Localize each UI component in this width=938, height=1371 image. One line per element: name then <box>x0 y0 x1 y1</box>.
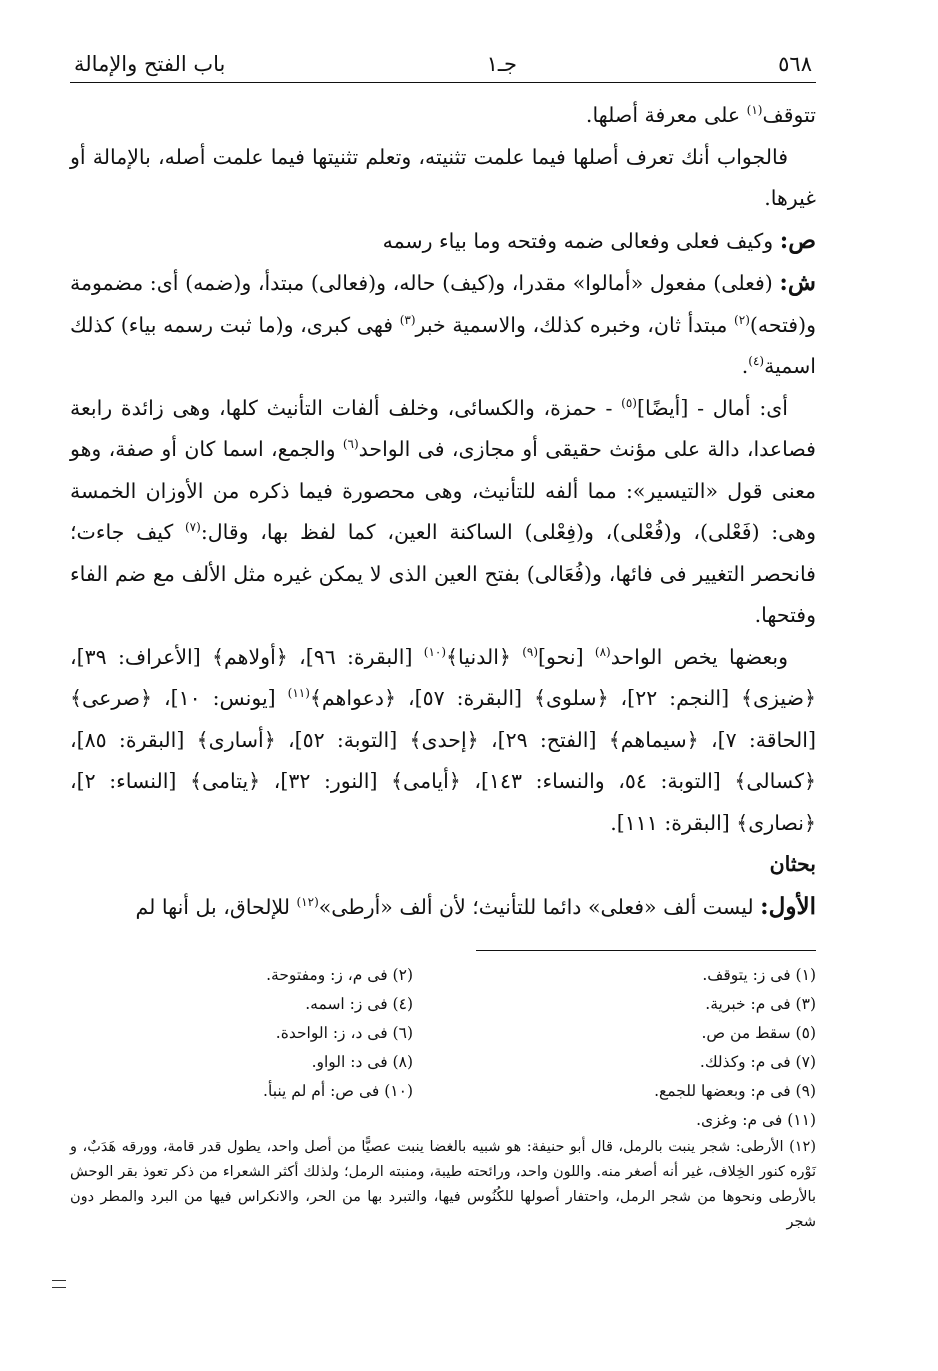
paragraph-6 <box>70 637 816 845</box>
chapter-title: باب الفتح والإمالة <box>74 52 226 76</box>
p4-c: فهى كبرى، و(ما ثبت رسمه بياء) كذلك اسمية <box>70 312 816 378</box>
footnote-ref-5: (٥) <box>621 395 637 410</box>
footnote-11: (١١) فى م: وغزى. <box>696 1111 816 1129</box>
footnote-grid <box>70 961 816 1106</box>
footnote-6: (٦) فى د، ز: الواحدة. <box>275 1024 413 1042</box>
p6-b: [نحو] <box>538 644 595 669</box>
verse-text: وكيف فعلى وفعالى ضمه وفتحه وما بياء رسمه <box>382 228 780 253</box>
p5-d: كيف جاءت؛ فانحصر التغيير فى فائها، و(فُعَالى) بفتح العين الذى لا يمكن غيره مثل الألف مع ضم الفاء وفتحها. <box>70 520 816 627</box>
paragraph-7 <box>70 886 816 929</box>
running-header <box>70 52 816 83</box>
main-text <box>70 95 816 928</box>
footnote-10: (١٠) فى ص: أم لم ينبأ. <box>263 1082 413 1100</box>
footnote-ref-9: (٩) <box>522 644 539 659</box>
footnote-ref-1: (١) <box>746 103 763 118</box>
p6-e: [يونس: ١٠]، ﴿صرعى﴾ [الحاقة: ٧]، ﴿سيماهم﴾ [الفتح: ٢٩]، ﴿إحدى﴾ [التوبة: ٥٢]، ﴿أسارى﴾ [البقرة: ٨٥]، ﴿كسالى﴾ [التوبة: ٥٤، والنساء: ١٤٣]، ﴿أيامى﴾ [النور: ٣٢]، ﴿يتامى﴾ [النساء: ٢]، ﴿نصارى﴾ [البقرة: ١١١]. <box>70 686 816 835</box>
paragraph-2: فالجواب أنك تعرف أصلها فيما علمت تثنيته، وتعلم تثنيتها فيما علمت أصله، بالإمالة أو غيرها. <box>70 144 816 210</box>
p6-a: وبعضها يخص الواحد <box>610 644 788 669</box>
footnote-5: (٥) سقط من ص. <box>701 1024 816 1042</box>
margin-mark <box>52 1280 66 1288</box>
p5-b: - حمزة، والكسائى، وخلف ألفات التأنيث كلها، وهى زائدة رابعة فصاعدا، دالة على مؤنث حقيقى أو مجازى، فى الواحد <box>70 395 816 461</box>
p6-c: ﴿الدنيا﴾ <box>446 644 523 669</box>
footnote-ref-3: (٣) <box>399 312 416 327</box>
footnote-ref-6: (٦) <box>342 437 359 452</box>
page-number: ٥٦٨ <box>778 52 812 76</box>
footnote-2: (٢) فى م، ز: ومفتوحة. <box>266 966 413 984</box>
footnote-1: (١) فى ز: يتوقف. <box>702 966 816 984</box>
footnote-ref-12: (١٢) <box>296 894 319 909</box>
p4-d: . <box>741 354 749 378</box>
p4-b: مبتدأ ثان، وخبره كذلك، والاسمية خبر <box>415 312 735 337</box>
footnote-ref-4: (٤) <box>748 354 765 369</box>
footnote-9: (٩) فى م: وبعضها للجمع. <box>654 1082 816 1100</box>
p5-a: أى: أمال - [أيضًا] <box>636 395 788 420</box>
p6-d: [البقرة: ٩٦]، ﴿أولاهم﴾ [الأعراف: ٣٩]، ﴿ضيزى﴾ [النجم: ٢٢]، ﴿سلوى﴾ [البقرة: ٥٧]، ﴿دعواهم﴾ <box>70 644 817 710</box>
footnote-ref-11: (١١) <box>287 686 310 701</box>
footnote-12: (١٢) الأرطى: شجر ينبت بالرمل، قال أبو حنيفة: هو شبيه بالغضا ينبت عصيًّا من أصل واحد، يطول قدر قامة، وورقه هَدَبٌ، و نَوْره كنور الخِلاف، غير أنه أصغر منه. واللون واحد، ورائحته طيبة، ومنبته الرمل؛ ولذلك أكثر الشعراء من ذكر تعوذ بقر الوحش بالأرطى ونحوها من شجر الرمل، واحتفار أصولها للكُنُوس فيها، والتبرد بها من الحر، والانكراس فيها من البرد والمطر دون شجر <box>70 1139 816 1230</box>
p5-c: والجمع، اسما كان أو صفة، وهو معنى قول «التيسير»: مما ألفه للتأنيث، وهى محصورة فيما ذكره من الأوزان الخمسة وهى: (فَعْلى)، و(فُعْلى)، و(فِعْلى) الساكنة العين، كما لفظ بها، وقال: <box>70 437 817 544</box>
footnote-ref-2: (٢) <box>734 312 750 327</box>
commentary-paragraph <box>70 262 816 388</box>
p1-rest: على معرفة أصلها. <box>585 103 747 127</box>
footnote-4: (٤) فى ز: اسمه. <box>305 995 413 1013</box>
footnote-ref-10: (١٠) <box>423 644 447 659</box>
page <box>70 52 816 1235</box>
footnote-3: (٣) فى م: خبرية. <box>705 995 816 1013</box>
footnote-ref-7: (٧) <box>184 520 201 535</box>
footnote-8: (٨) فى د: الواو. <box>311 1053 413 1071</box>
paragraph-1 <box>70 95 816 137</box>
paragraph-5 <box>70 388 816 637</box>
footnote-ref-8: (٨) <box>594 644 611 659</box>
p7-b: للإلحاق، بل أنها لم <box>135 894 297 919</box>
footnote-separator <box>476 950 816 951</box>
footnotes <box>70 961 816 1235</box>
section-heading: بحثان <box>769 852 816 876</box>
volume-label: جـ١ <box>486 52 517 76</box>
commentary-marker: ش: <box>779 269 816 296</box>
footnote-7: (٧) فى م: وكذلك. <box>699 1053 816 1071</box>
verse-line <box>70 220 816 263</box>
p1-text: تتوقف <box>762 103 816 127</box>
p7-a: ليست ألف «فعلى» دائما للتأنيث؛ لأن ألف «أرطى» <box>318 894 761 919</box>
p4-a: (فعلى) مفعول «أمالوا» مقدرا، و(كيف) حاله، و(فعالى) مبتدأ، و(ضمه) أى: مضمومة و(فتحه) <box>70 271 816 337</box>
first-topic-marker: الأول: <box>760 892 816 920</box>
verse-marker: ص: <box>779 226 816 254</box>
